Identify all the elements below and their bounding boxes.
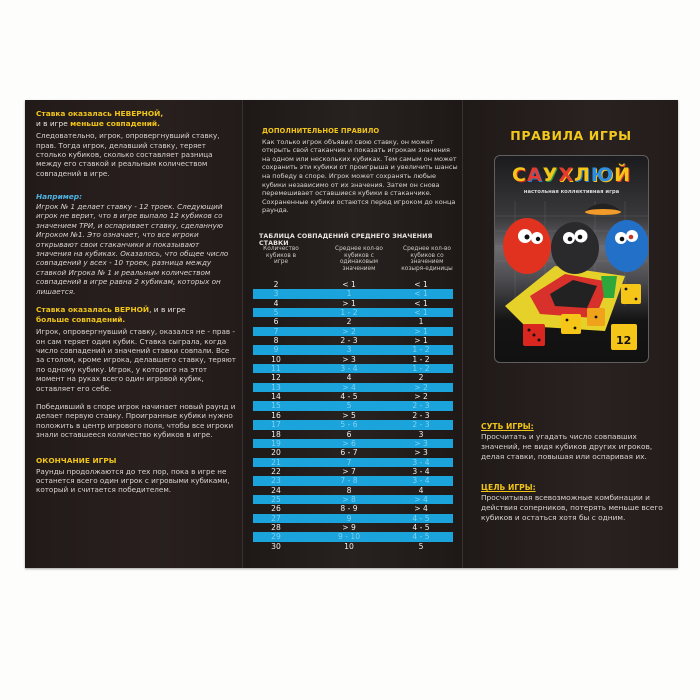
- middle-panel: [242, 100, 462, 568]
- table-row: 27 9 4 - 5: [253, 514, 453, 523]
- table-row: 23 7 - 8 3 - 4: [253, 476, 453, 485]
- goal-body: Просчитывая всевозможные комбинации и действия соперников, потерять меньше всего кубиков и остаться хотя бы с одним.: [481, 492, 663, 522]
- table-row: 21 7 3 - 4: [253, 458, 453, 467]
- game-logo: САУХЛЮЙ: [512, 164, 631, 186]
- right-bet-heading: Ставка оказалась ВЕРНОЙ, и в игре больше совпадений.: [36, 305, 186, 324]
- table-title: ТАБЛИЦА СОВПАДЕНИЙ СРЕДНЕГО ЗНАЧЕНИЯ СТАВКИ: [259, 233, 433, 247]
- table-row: 7 > 2 > 1: [253, 327, 453, 336]
- table-row: 12 4 2: [271, 373, 424, 383]
- table-row: 29 9 - 10 4 - 5: [253, 532, 453, 541]
- table-row: 25 > 8 > 4: [253, 495, 453, 504]
- header-avg-same: Среднее кол-во кубиков с одинаковым значением: [335, 246, 383, 272]
- table-row: 18 6 3: [271, 429, 424, 439]
- table-row: 30 10 5: [271, 541, 424, 551]
- table-row: 4 > 1 < 1: [273, 298, 428, 308]
- right-bet-section: [36, 305, 236, 393]
- left-panel: [25, 100, 242, 568]
- extra-rule-heading: ДОПОЛНИТЕЛЬНОЕ ПРАВИЛО: [262, 127, 380, 135]
- goal-heading: ЦЕЛЬ ИГРЫ:: [481, 483, 536, 492]
- extra-rule-body: Как только игрок объявил свою ставку, он может открыть свой стаканчик и показать игрокам значения на одном или нескольких кубиках. Тем самым он может сохранить эти кубики от проигрыша и увеличить шансы на победу в споре. Игрок может сохранять любые кубики независимо от их значения. Затем он снова перемешивает оставшиеся кубики в стаканчике. Сохраненные кубики остаются перед игроком до конца раунда.: [262, 137, 458, 215]
- match-table: [253, 280, 453, 551]
- table-row: 14 4 - 5 > 2: [271, 392, 428, 402]
- table-row: 16 > 5 2 - 3: [271, 410, 430, 420]
- table-row: 26 8 - 9 > 4: [271, 504, 428, 514]
- rules-title: ПРАВИЛА ИГРЫ: [510, 128, 632, 143]
- table-row: 17 5 - 6 2 - 3: [253, 420, 453, 429]
- table-row: 28 > 9 4 - 5: [271, 522, 430, 532]
- table-row: 13 > 4 > 2: [253, 383, 453, 392]
- winner-text: Победивший в споре игрок начинает новый раунд и делает первую ставку. Проигранные кубики нужно положить в центр игрового поля, чтобы все игроки знали оставшееся количество кубиков в игре.: [36, 402, 236, 440]
- wrong-bet-body: Следовательно, игрок, опровергнувший ставку, прав. Тогда игрок, делавший ставку, теряет столько кубиков, сколько составляет разница между его ставкой и реальным количеством совпадений в игре.: [36, 131, 220, 178]
- example-body: Игрок № 1 делает ставку - 12 троек. Следующий игрок не верит, что в игре выпало 12 кубиков со значением ТРИ, и оспаривает ставку, сделанную Игроком №1. Это означает, что все игроки открывают свои стаканчики и показывают значения на кубиках. Оказалось, что общее число совпадений у всех - 10 троек, разница между ставкой Игрока № 1 и реальным количеством совпадений в игре равна 2 кубикам, которых он лишается.: [36, 202, 229, 296]
- game-illustration: [495, 156, 648, 362]
- table-row: 20 6 - 7 > 3: [271, 448, 428, 458]
- end-game-body: Раунды продолжаются до тех пор, пока в игре не останется всего один игрок с игровыми кубиками, который и считается победителем.: [36, 466, 230, 495]
- die-label: 12: [616, 334, 632, 347]
- table-row: 15 5 2 - 3: [253, 401, 453, 410]
- header-dice-count: Количество кубиков в игре: [263, 246, 299, 266]
- goal-section: [481, 483, 676, 523]
- wrong-bet-section: [36, 109, 236, 178]
- end-game-heading: ОКОНЧАНИЕ ИГРЫ: [36, 456, 117, 465]
- table-row: 24 8 4: [271, 485, 424, 495]
- example-section: [36, 192, 236, 296]
- table-row: 19 > 6 > 3: [253, 439, 453, 448]
- game-subtitle: настольная коллективная игра: [523, 189, 620, 195]
- table-row: 9 3 1 - 2: [253, 345, 453, 354]
- essence-body: Просчитать и угадать число совпавших значений, не видя кубиков других игроков, делая ставки, повышая или оспаривая их.: [481, 431, 653, 461]
- table-row: 2 < 1 < 1: [273, 280, 428, 289]
- table-row: 11 3 - 4 1 - 2: [253, 364, 453, 373]
- rules-brochure: [25, 100, 678, 568]
- table-row: 8 2 - 3 > 1: [273, 336, 428, 346]
- example-heading: Например:: [36, 192, 83, 201]
- table-row: 6 2 1: [273, 317, 424, 327]
- extra-rule-section: [262, 127, 458, 215]
- game-box-art: [494, 155, 649, 363]
- wrong-bet-heading: Ставка оказалась НЕВЕРНОЙ, и в игре меньше совпадений.: [36, 109, 164, 128]
- table-row: 10 > 3 1 - 2: [271, 354, 430, 364]
- header-avg-trump: Среднее кол-во кубиков со значением козыря-единицы: [401, 246, 453, 272]
- right-panel: [462, 100, 678, 568]
- essence-section: [481, 422, 676, 462]
- table-row: 22 > 7 3 - 4: [271, 466, 430, 476]
- end-game-section: [36, 456, 236, 495]
- essence-heading: СУТЬ ИГРЫ:: [481, 422, 534, 431]
- right-bet-body: Игрок, опровергнувший ставку, оказался не - прав - он сам теряет один кубик. Ставка сыграла, когда число совпадений и значений ставки совпали. Все за столом, кроме игрока, делавшего ставку, теряют по одному кубику. Игрок, у которого на этот момент на руках всего один игровой кубик, оставляет его себе.: [36, 327, 236, 393]
- table-row: 5 1 - 2 < 1: [253, 308, 453, 317]
- table-row: 3 1 < 1: [253, 289, 453, 298]
